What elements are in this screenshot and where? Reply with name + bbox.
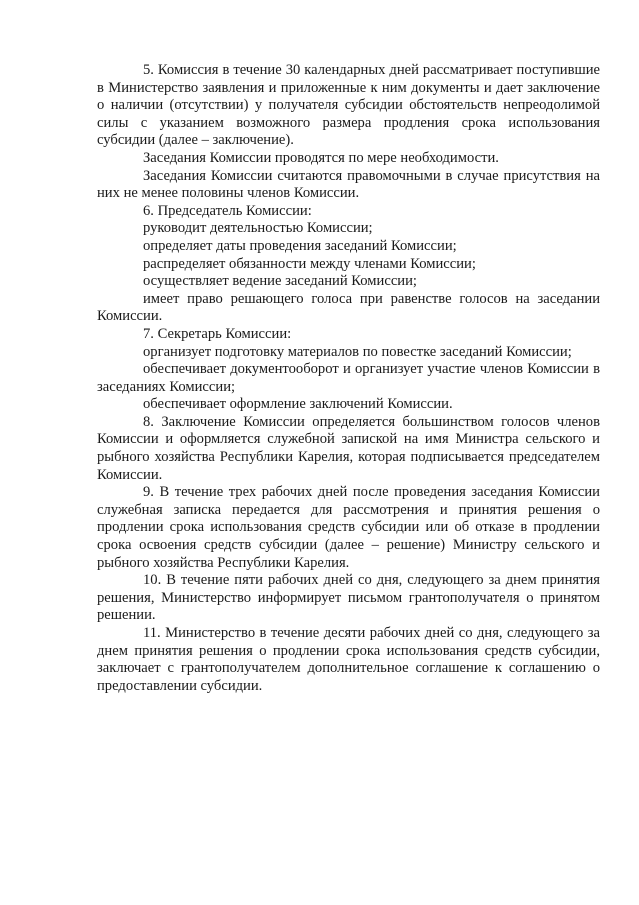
chairman-duty-item: руководит деятельностью Комиссии; — [143, 220, 373, 237]
paragraph-meetings-frequency: Заседания Комиссии проводятся по мере необходимости. — [143, 149, 499, 166]
paragraph-10-notification: 10. В течение пяти рабочих дней со дня, следующего за днем принятия решения, Министерство информирует письмом грантополучателя о принятом решении. — [97, 572, 600, 624]
secretary-duty-item: организует подготовку материалов по повестке заседаний Комиссии; — [143, 343, 572, 360]
chairman-duty-item: имеет право решающего голоса при равенстве голосов на заседании Комиссии. — [97, 290, 600, 325]
secretary-duty-item: обеспечивает оформление заключений Комиссии. — [143, 396, 453, 413]
paragraph-9-memo: 9. В течение трех рабочих дней после проведения заседания Комиссии служебная записка передается для рассмотрения и принятия решения о продлении срока использования средств субсидии или об отказе в продлении срока освоения средств субсидии (далее – решение) Министру сельского и рыбного хозяйства Республики Карелия. — [97, 484, 600, 571]
paragraph-11-agreement: 11. Министерство в течение десяти рабочих дней со дня, следующего за днем принятия решения о продлении срока использования средств субсидии, заключает с грантополучателем дополнительное соглашение к соглашению о предоставлении субсидии. — [97, 625, 600, 694]
chairman-duty-item: определяет даты проведения заседаний Комиссии; — [143, 237, 457, 254]
chairman-duty-item: распределяет обязанности между членами Комиссии; — [143, 255, 476, 272]
paragraph-8-conclusion: 8. Заключение Комиссии определяется большинством голосов членов Комиссии и оформляется служебной запиской на имя Министра сельского и рыбного хозяйства Республики Карелия, которая подписывается председателем Комиссии. — [97, 413, 600, 483]
document-page — [97, 62, 600, 695]
paragraph-6-chairman-heading: 6. Председатель Комиссии: — [143, 202, 312, 219]
chairman-duty-item: осуществляет ведение заседаний Комиссии; — [143, 273, 417, 290]
paragraph-meetings-quorum: Заседания Комиссии считаются правомочными в случае присутствия на них не менее половины членов Комиссии. — [97, 167, 600, 202]
paragraph-7-secretary-heading: 7. Секретарь Комиссии: — [143, 325, 292, 342]
secretary-duty-item: обеспечивает документооборот и организует участие членов Комиссии в заседаниях Комиссии; — [97, 361, 600, 395]
paragraph-5-commission-review: 5. Комиссия в течение 30 календарных дней рассматривает поступившие в Министерство заявления и приложенные к ним документы и дает заключение о наличии (отсутствии) у получателя субсидии обстоятельств непреодолимой силы с указанием возможного размера продления срока использования субсидии (далее – заключение). — [97, 62, 600, 149]
